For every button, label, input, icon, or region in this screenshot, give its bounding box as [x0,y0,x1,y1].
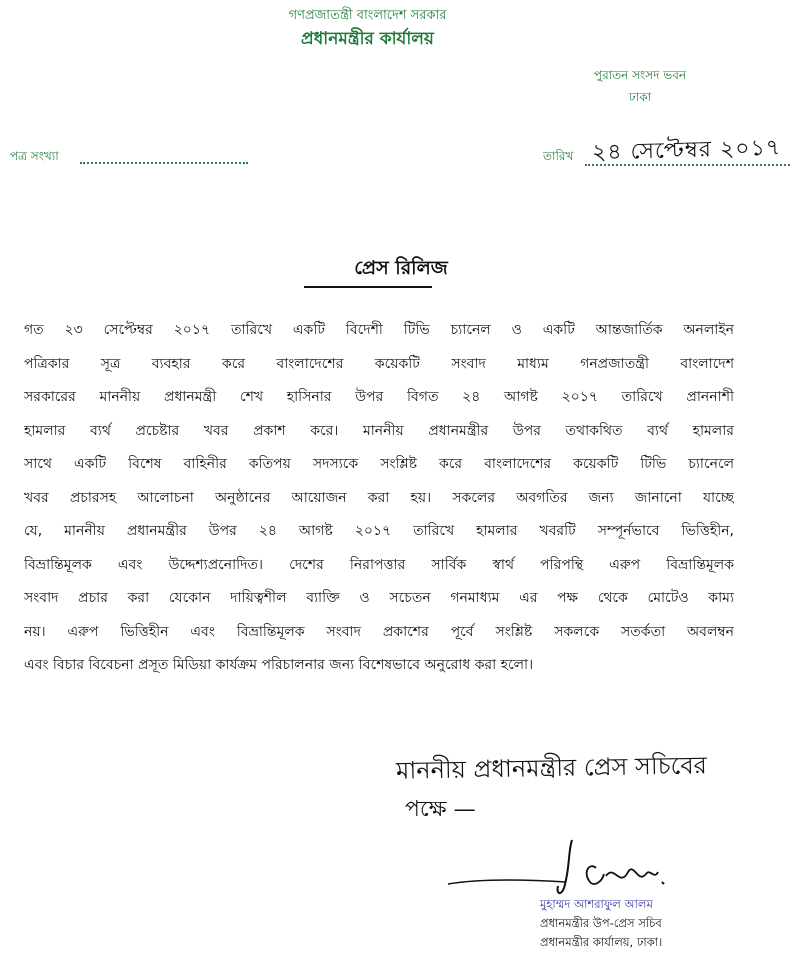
press-release-title: প্রেস রিলিজ [354,257,448,279]
body-line: খবর প্রচারসহ আলোচনা অনুষ্ঠানের আয়োজন করা হয়। সকলের অবগতির জন্য জানানো যাচ্ছে [24,489,734,506]
signature-mark [444,832,684,904]
memo-number-label: পত্র সংখ্যা [10,149,59,163]
body-line: বিভ্রান্তিমূলক এবং উদ্দেশ্যপ্রনোদিত। দেশের নিরাপত্তার সার্বিক স্বার্থ পরিপন্থি এরুপ বিভ্রান্তিমূলক [24,556,734,573]
body-line: সংবাদ প্রচার করা যেকোন দায়িত্বশীল ব্যাক্তি ও সচেতন গনমাধ্যম এর পক্ষ থেকে মোটেও কাম্য [24,590,734,606]
body-line: সাথে একটি বিশেষ বাহিনীর কতিপয় সদস্যকে সংশ্লিষ্ট করে বাংলাদেশের কয়েকটি টিভি চ্যানেলে [24,456,734,472]
address-line-2: ঢাকা [628,90,652,104]
address-line-1: পুরাতন সংসদ ভবন [593,68,687,82]
office-address [560,64,720,108]
signer-block [540,895,700,952]
handwritten-date: ২৪ সেপ্টেম্বর ২০১৭ [591,135,782,166]
government-name: গণপ্রজাতন্ত্রী বাংলাদেশ সরকার [288,8,447,23]
handwritten-endorsement-line-1: মাননীয় প্রধানমন্ত্রীর প্রেস সচিবের [395,751,708,785]
signer-designation: প্রধানমন্ত্রীর উপ-প্রেস সচিব [540,916,662,930]
handwritten-endorsement-line-2: পক্ষে — [405,797,476,822]
memo-number-blank [80,150,248,164]
body-line: হামলার ব্যর্থ প্রচেষ্টার খবর প্রকাশ করে। মাননীয় প্রধানমন্ত্রীর উপর তথাকথিত ব্যর্থ হামলার [24,422,734,439]
title-underline [304,286,432,288]
signer-office: প্রধানমন্ত্রীর কার্যালয়, ঢাকা। [540,935,663,949]
body-line: গত ২৩ সেপ্টেম্বর ২০১৭ তারিখে একটি বিদেশী টিভি চ্যানেল ও একটি আন্তজার্তিক অনলাইন [24,322,734,338]
body-line: সরকারের মাননীয় প্রধানমন্ত্রী শেখ হাসিনার উপর বিগত ২৪ আগষ্ট ২০১৭ তারিখে প্রাননাশী [24,389,734,405]
body-line: পত্রিকার সূত্র ব্যবহার করে বাংলাদেশের কয়েকটি সংবাদ মাধ্যম গনপ্রজাতন্ত্রী বাংলাদেশ [24,355,734,372]
body-line: এবং বিচার বিবেচনা প্রসূত মিডিয়া কার্যক্রম পরিচালনার জন্য বিশেষভাবে অনুরোধ করা হলো। [24,657,534,673]
office-name: প্রধানমন্ত্রীর কার্যালয় [301,29,434,49]
press-release-body [24,314,734,683]
body-line: নয়। এরুপ ভিত্তিহীন এবং বিভ্রান্তিমূলক সংবাদ প্রকাশের পূর্বে সংশ্লিষ্ট সকলকে সতর্কতা অবলম্বন [24,623,734,640]
date-label: তারিখ [543,149,574,163]
signer-name: মুহাম্মদ আশরাফুল আলম [540,897,653,911]
body-line: যে, মাননীয় প্রধানমন্ত্রীর উপর ২৪ আগষ্ট ২০১৭ তারিখে হামলার খবরটি সম্পূর্নভাবে ভিত্তিহীন, [24,523,734,539]
